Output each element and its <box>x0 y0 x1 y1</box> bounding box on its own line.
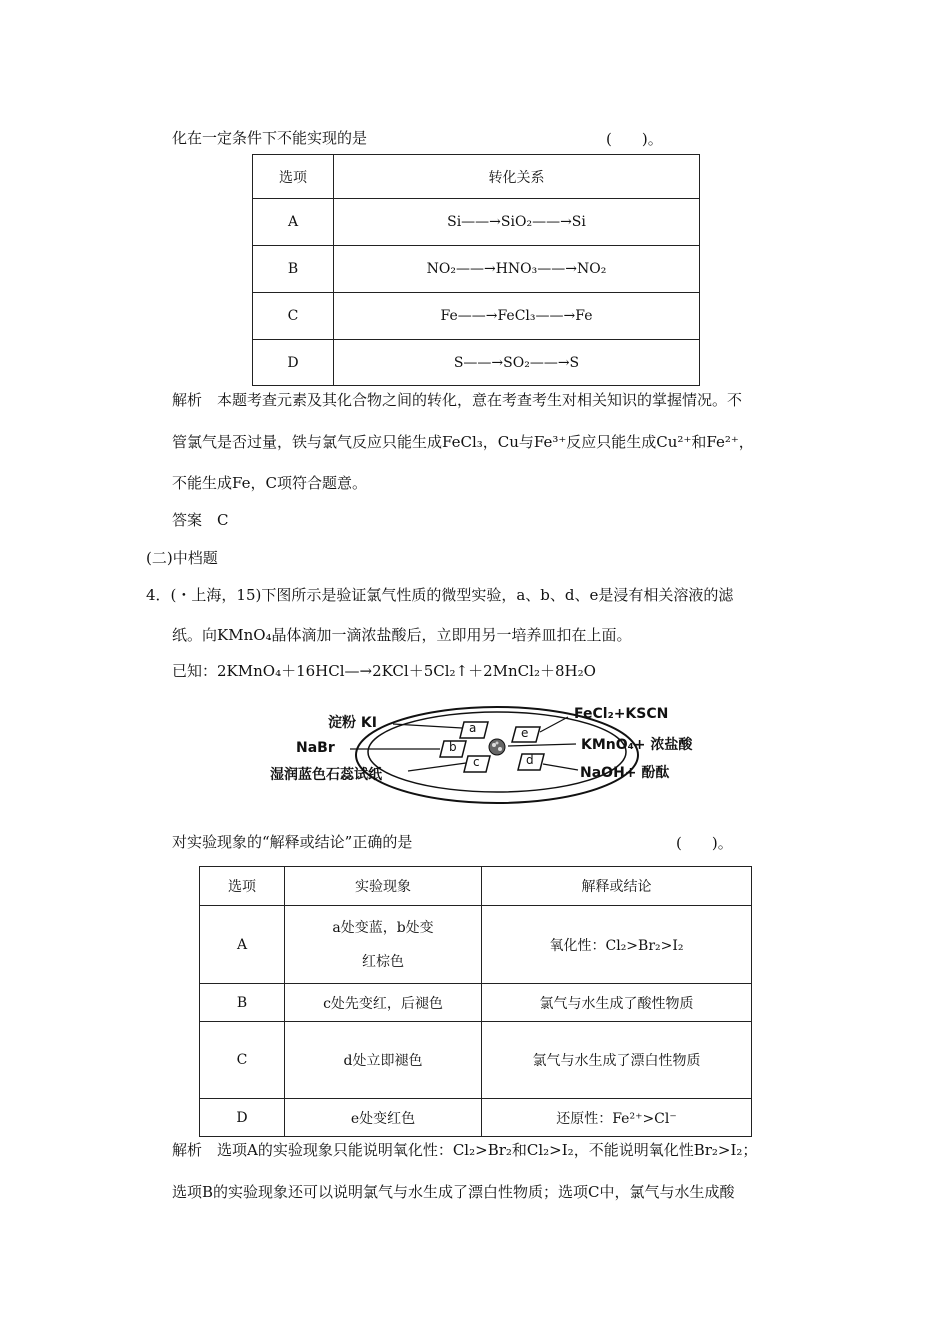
q4-conclusion-a: 氧化性：Cl₂>Br₂>I₂ <box>482 906 752 984</box>
paper-c-letter: c <box>473 755 480 769</box>
q3-analysis-line-1: 解析 本题考查元素及其化合物之间的转化，意在考查考生对相关知识的掌握情况。不 <box>172 391 743 409</box>
q3-relation-a: Si——→SiO₂——→Si <box>334 199 700 246</box>
q4-option-c: C <box>200 1022 285 1099</box>
q3-analysis-line-3: 不能生成Fe，C项符合题意。 <box>172 474 367 492</box>
label-kmno4-hcl: KMnO₄+ 浓盐酸 <box>581 737 693 753</box>
q4-option-b: B <box>200 984 285 1022</box>
q3-option-b: B <box>253 246 334 293</box>
paper-b-letter: b <box>449 740 457 754</box>
q4-conclusion-c: 氯气与水生成了漂白性物质 <box>482 1022 752 1099</box>
q3-header-relation: 转化关系 <box>334 155 700 199</box>
q4-header-option: 选项 <box>200 867 285 906</box>
q4-option-a: A <box>200 906 285 984</box>
q3-table <box>252 154 700 386</box>
table-row <box>200 984 752 1022</box>
table-row <box>200 1099 752 1137</box>
q4-answer-paren: ( )。 <box>676 834 733 852</box>
q3-relation-d: S——→SO₂——→S <box>334 340 700 386</box>
table-row <box>253 340 700 386</box>
q3-relation-c: Fe——→FeCl₃——→Fe <box>334 293 700 340</box>
q4-analysis-line-1: 解析 选项A的实验现象只能说明氧化性：Cl₂>Br₂和Cl₂>I₂，不能说明氧化性Br₂>I₂； <box>172 1141 758 1159</box>
q4-known-equation: 已知：2KMnO₄＋16HCl—→2KCl＋5Cl₂↑＋2MnCl₂＋8H₂O <box>172 662 596 680</box>
q4-question: 对实验现象的“解释或结论”正确的是 <box>172 833 413 851</box>
q4-table <box>199 866 752 1137</box>
q4-header-conclusion: 解释或结论 <box>482 867 752 906</box>
q4-stem-line-2: 纸。向KMnO₄晶体滴加一滴浓盐酸后，立即用另一培养皿扣在上面。 <box>172 626 632 644</box>
kmno4-crystal <box>489 739 505 755</box>
table-row <box>200 906 752 984</box>
q4-header-phenomenon: 实验现象 <box>285 867 482 906</box>
q3-analysis-line-2: 管氯气是否过量，铁与氯气反应只能生成FeCl₃，Cu与Fe³⁺反应只能生成Cu²⁺和Fe²⁺， <box>172 433 754 451</box>
paper-d-letter: d <box>526 753 534 767</box>
section-heading: (二)中档题 <box>146 549 218 567</box>
q4-stem-line-1: 4．(・上海，15)下图所示是验证氯气性质的微型实验，a、b、d、e是浸有相关溶液的滤 <box>146 586 734 604</box>
q3-stem-end: 化在一定条件下不能实现的是 <box>172 129 368 147</box>
paper-e-letter: e <box>521 726 529 740</box>
table-row <box>253 293 700 340</box>
label-naoh-phenolphthalein: NaOH+ 酚酞 <box>580 765 670 781</box>
paper-a-letter: a <box>469 721 477 735</box>
label-starch-ki: 淀粉 KI <box>328 715 377 731</box>
q4-option-d: D <box>200 1099 285 1137</box>
q4-conclusion-d: 还原性：Fe²⁺>Cl⁻ <box>482 1099 752 1137</box>
table-row <box>253 199 700 246</box>
q4-phenomenon-a-line-2: 红棕色 <box>362 953 404 970</box>
label-nabr: NaBr <box>296 740 335 756</box>
q4-phenomenon-a <box>285 906 482 984</box>
q3-header-option: 选项 <box>253 155 334 199</box>
q3-relation-b: NO₂——→HNO₃——→NO₂ <box>334 246 700 293</box>
q4-analysis-line-2: 选项B的实验现象还可以说明氯气与水生成了漂白性物质；选项C中，氯气与水生成酸 <box>172 1183 735 1201</box>
q3-option-a: A <box>253 199 334 246</box>
q3-answer: 答案 C <box>172 511 229 529</box>
q3-option-c: C <box>253 293 334 340</box>
label-fecl2-kscn: FeCl₂+KSCN <box>574 706 669 722</box>
label-litmus: 湿润蓝色石蕊试纸 <box>270 767 382 783</box>
q4-phenomenon-b: c处先变红，后褪色 <box>285 984 482 1022</box>
q4-conclusion-b: 氯气与水生成了酸性物质 <box>482 984 752 1022</box>
q3-answer-paren: ( )。 <box>606 130 663 148</box>
q4-phenomenon-a-line-1: a处变蓝，b处变 <box>332 919 434 936</box>
q3-option-d: D <box>253 340 334 386</box>
table-row <box>200 1022 752 1099</box>
table-row <box>253 246 700 293</box>
petri-dish-diagram <box>268 700 708 810</box>
q4-phenomenon-d: e处变红色 <box>285 1099 482 1137</box>
q4-phenomenon-c: d处立即褪色 <box>285 1022 482 1099</box>
